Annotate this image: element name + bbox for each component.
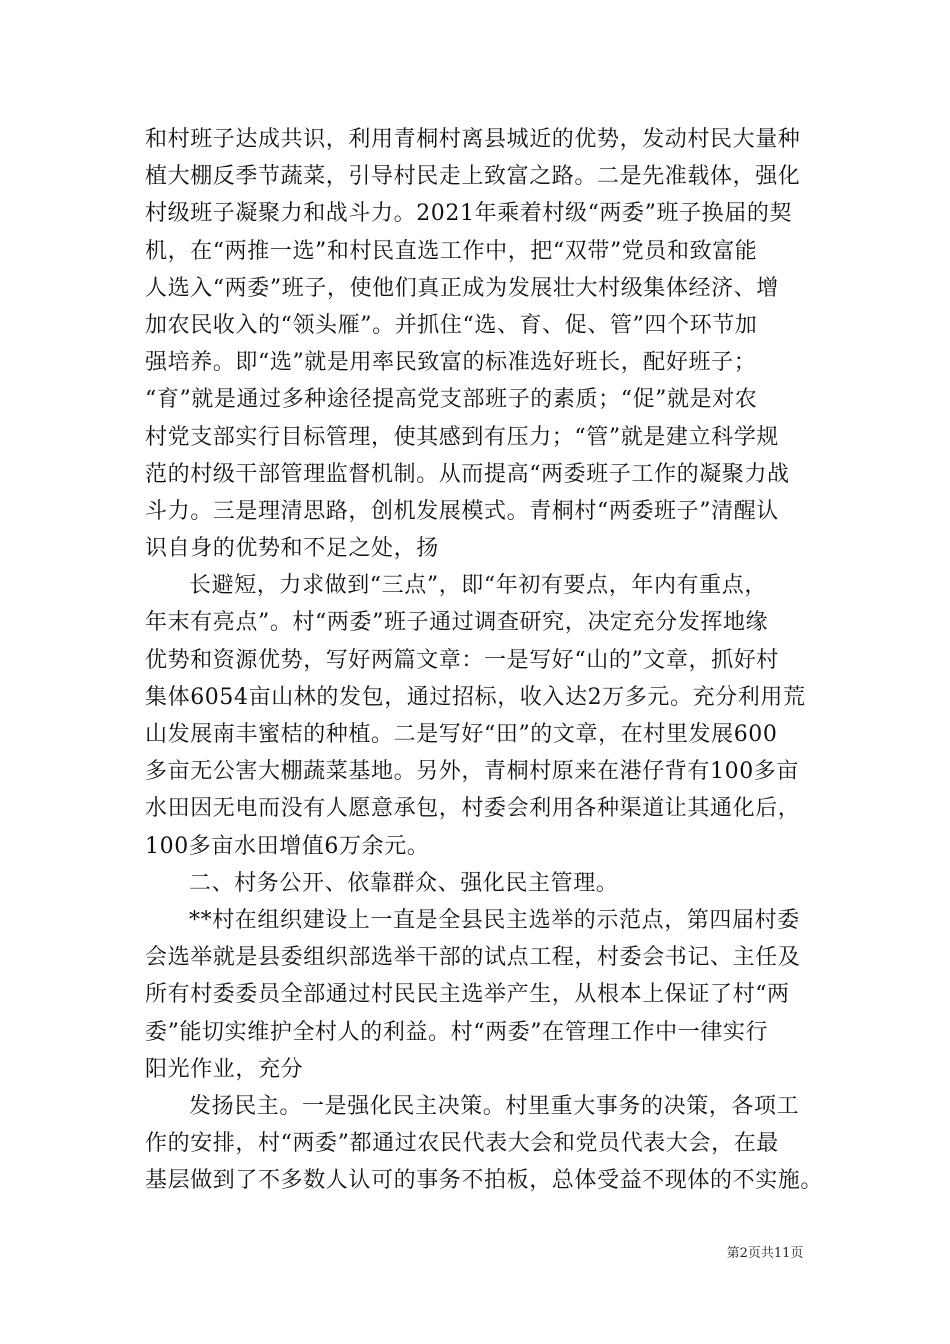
text-line: 基层做到了不多数人认可的事务不拍板，总体受益不现体的不实施。 (145, 1168, 824, 1194)
text-line: 优势和资源优势，写好两篇文章：一是写好“山的”文章，抓好村 (145, 647, 779, 673)
text-line: 会选举就是县委组织部选举干部的试点工程，村委会书记、主任及 (145, 945, 801, 971)
text-line: 范的村级干部管理监督机制。从而提高“两委班子工作的凝聚力战 (145, 461, 790, 487)
text-line: 强培养。即“选”就是用率民致富的标准选好班长，配好班子； (145, 350, 757, 376)
text-line: 人选入“两委”班子，使他们真正成为发展壮大村级集体经济、增 (145, 275, 779, 301)
text-line: 识自身的优势和不足之处，扬 (145, 536, 439, 562)
text-line: 长避短，力求做到“三点”，即“年初有要点，年内有重点， (189, 573, 767, 599)
text-line: 多亩无公害大棚蔬菜基地。另外，青桐村原来在港仔背有100多亩 (145, 759, 799, 785)
text-line: 机，在“两推一选”和村民直选工作中，把“双带”党员和致富能 (145, 238, 758, 264)
text-line: 和村班子达成共识，利用青桐村离县城近的优势，发动村民大量种 (145, 127, 801, 152)
text-line: 村党支部实行目标管理，使其感到有压力；“管”就是建立科学规 (145, 424, 779, 450)
text-line: 水田因无电而没有人愿意承包，村委会利用各种渠道让其通化后， (145, 796, 801, 822)
text-line: 年末有亮点”。村“两委”班子通过调查研究，决定充分发挥地缘 (145, 610, 769, 636)
text-line: 加农民收入的“领头雁”。并抓住“选、育、促、管”四个环节加 (145, 312, 758, 338)
document-body (145, 121, 835, 1199)
text-line: 山发展南丰蜜桔的种植。二是写好“田”的文章，在村里发展600 (145, 722, 778, 747)
text-line: 村级班子凝聚力和战斗力。2021年乘着村级“两委”班子换届的契 (145, 201, 793, 227)
text-line: 阳光作业，充分 (145, 1056, 304, 1082)
text-line: 100多亩水田增值6万余元。 (145, 833, 430, 859)
text-line: 斗力。三是理清思路，创机发展模式。青桐村“两委班子”清醒认 (145, 498, 779, 524)
text-line: 二、村务公开、依靠群众、强化民主管理。 (189, 870, 619, 896)
text-line: “育”就是通过多种途径提高党支部班子的素质；“促”就是对农 (145, 387, 758, 413)
text-line: 作的安排，村“两委”都通过农民代表大会和党员代表大会，在最 (145, 1131, 779, 1157)
text-line: **村在组织建设上一直是全县民主选举的示范点，第四届村委 (189, 907, 800, 933)
text-line: 集体6054亩山林的发包，通过招标，收入达2万多元。充分利用荒 (145, 684, 806, 710)
text-line: 植大棚反季节蔬菜，引导村民走上致富之路。二是先准载体，强化 (145, 164, 801, 190)
text-line: 委”能切实维护全村人的利益。村“两委”在管理工作中一律实行 (145, 1019, 769, 1045)
text-line: 发扬民主。一是强化民主决策。村里重大事务的决策，各项工 (189, 1093, 800, 1119)
page-number-footer: 第2页共11页 (726, 1246, 804, 1261)
text-line: 所有村委委员全部通过村民民主选举产生，从根本上保证了村“两 (145, 982, 790, 1008)
